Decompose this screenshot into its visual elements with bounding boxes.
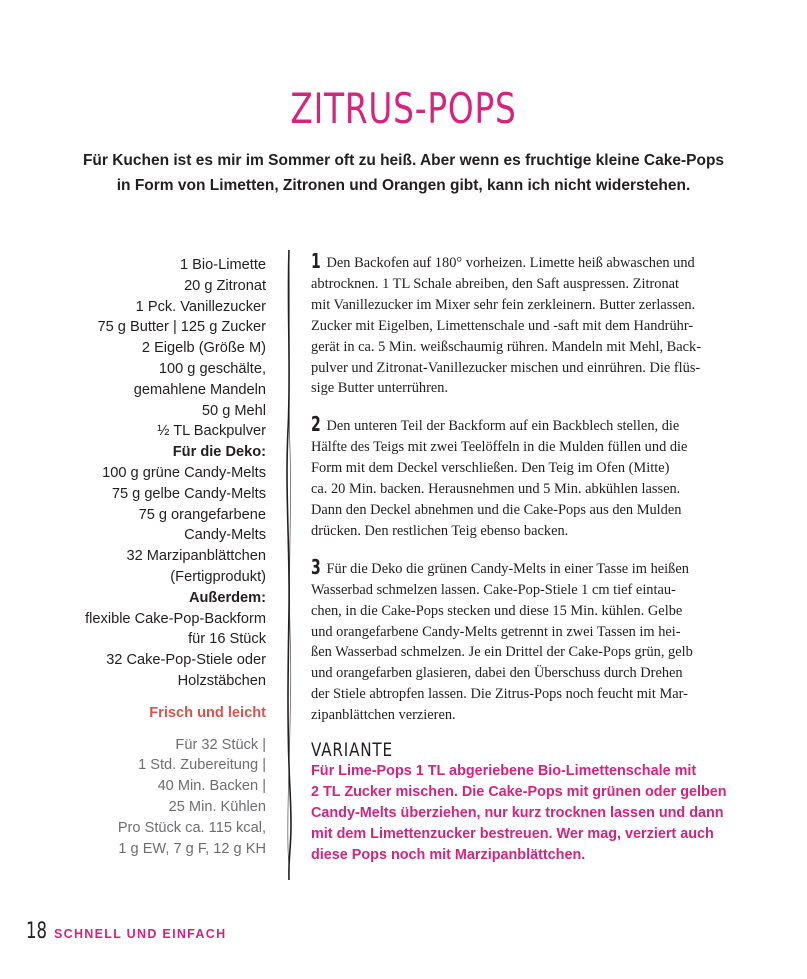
step-text: gerät in ca. 5 Min. weißschaumig rühren. Mandeln mit Mehl, Back- [311,338,702,355]
recipe-tag: Frisch und leicht [149,704,266,721]
step-number: 1 [311,249,321,273]
recipe-info: 25 Min. Kühlen [168,798,266,815]
ingredient-item: 1 Bio-Limette [180,257,266,273]
deko-item: 75 g gelbe Candy-Melts [111,485,266,502]
intro-line: Für Kuchen ist es mir im Sommer oft zu heiß. Aber wenn es fruchtige kleine Cake-Pops [82,152,725,169]
step-text: und orangefarben glasieren, dabei den Überschuss durch Drehen [311,665,683,682]
intro-line: in Form von Limetten, Zitronen und Orangen gibt, kann ich nicht widerstehen. [116,177,691,194]
ingredient-list [40,255,266,859]
step-text: Den Backofen auf 180° vorheizen. Limette heiß abwaschen und [326,255,695,271]
variant-line: Für Lime-Pops 1 TL abgeriebene Bio-Limettenschale mit [311,762,697,779]
extra-heading: Außerdem: [188,589,266,606]
step-text: Wasserbad schmelzen lassen. Cake-Pop-Stiele 1 cm tief eintau- [311,581,676,598]
step-text: chen, in die Cake-Pops stecken und diese 15 Min. kühlen. Gelbe [311,602,683,619]
extra-item: für 16 Stück [188,631,266,648]
step-text: abtrocknen. 1 TL Schale abreiben, den Saft auspressen. Zitronat [311,275,680,292]
ingredient-item: 2 Eigelb (Größe M) [141,340,266,357]
variant-line: diese Pops noch mit Marzipanblättchen. [311,846,586,863]
ingredient-item: ½ TL Backpulver [157,423,266,440]
ingredient-item: 50 g Mehl [201,402,266,419]
ingredient-item: gemahlene Mandeln [133,381,266,398]
step-text: Dann den Deckel abnehmen und die Cake-Pops aus den Mulden [311,501,682,518]
variant-title: VARIANTE [311,739,393,762]
step-text: mit Vanillezucker im Mixer sehr fein zerkleinern. Butter zerlassen. [311,296,696,313]
step-text: Den unteren Teil der Backform auf ein Backblech stellen, die [326,418,680,435]
step-text: und orangefarbene Candy-Melts getrennt in zwei Tassen im hei- [311,623,681,640]
extra-item: 32 Cake-Pop-Stiele oder [106,652,266,669]
section-name: SCHNELL UND EINFACH [54,927,227,941]
recipe-info: Pro Stück ca. 115 kcal, [117,819,266,836]
step-text: der Stiele abtropfen lassen. Die Zitrus-Pops noch feucht mit Mar- [311,686,688,703]
recipe-info: 1 g EW, 7 g F, 12 g KH [118,840,266,857]
step-text: sige Butter unterrühren. [311,380,449,397]
step-text: Hälfte des Teigs mit zwei Teelöffeln in die Mulden füllen und die [311,439,688,456]
step-text: Zucker mit Eigelben, Limettenschale und -saft mit dem Handrühr- [311,317,694,334]
instructions [311,250,743,865]
recipe-info: Für 32 Stück | [175,736,266,753]
variant-text [311,761,743,866]
step-2 [311,413,743,541]
recipe-intro [40,148,767,198]
variant-box [311,740,743,865]
recipe-info: 1 Std. Zubereitung | [138,757,266,774]
step-number: 2 [311,412,321,437]
step-text: ßen Wasserbad schmelzen. Je ein Drittel der Cake-Pops grün, gelb [311,644,693,661]
recipe-info: 40 Min. Backen | [157,778,266,795]
ingredient-item: 1 Pck. Vanillezucker [135,298,266,315]
step-text: pulver und Zitronat-Vanillezucker mischen und einrühren. Die flüs- [311,359,701,376]
step-text: ca. 20 Min. backen. Herausnehmen und 5 Min. abkühlen lassen. [311,481,681,498]
step-text: Form mit dem Deckel verschließen. Den Teig im Ofen (Mitte) [311,460,670,477]
column-divider [284,250,294,880]
ingredient-item: 20 g Zitronat [184,277,266,294]
extra-item: flexible Cake-Pop-Backform [85,610,266,627]
step-text: Für die Deko die grünen Candy-Melts in einer Tasse im heißen [326,560,689,577]
step-1 [311,250,743,399]
deko-item: 32 Marzipanblättchen [126,548,266,565]
step-number: 3 [311,554,321,579]
extra-item: Holzstäbchen [177,672,266,689]
variant-line: 2 TL Zucker mischen. Die Cake-Pops mit grünen oder gelben [311,783,727,800]
recipe-title: ZITRUS-POPS [290,84,517,133]
deko-item: (Fertigprodukt) [170,568,266,585]
step-text: zipanblättchen verzieren. [311,707,456,724]
step-text: drücken. Den restlichen Teig ebenso backen. [311,522,569,539]
ingredient-item: 100 g geschälte, [158,360,266,377]
variant-line: mit dem Limettenzucker bestreuen. Wer mag, verziert auch [311,825,714,842]
variant-line: Candy-Melts überziehen, nur kurz trocknen lassen und dann [311,804,724,821]
ingredient-item: 75 g Butter | 125 g Zucker [97,319,266,336]
deko-item: 75 g orangefarbene [138,506,266,523]
step-3 [311,556,743,726]
deko-heading: Für die Deko: [172,444,266,461]
page-number: 18 [26,919,47,944]
page-footer [26,919,226,945]
deko-item: 100 g grüne Candy-Melts [102,464,266,481]
deko-item: Candy-Melts [184,527,266,544]
